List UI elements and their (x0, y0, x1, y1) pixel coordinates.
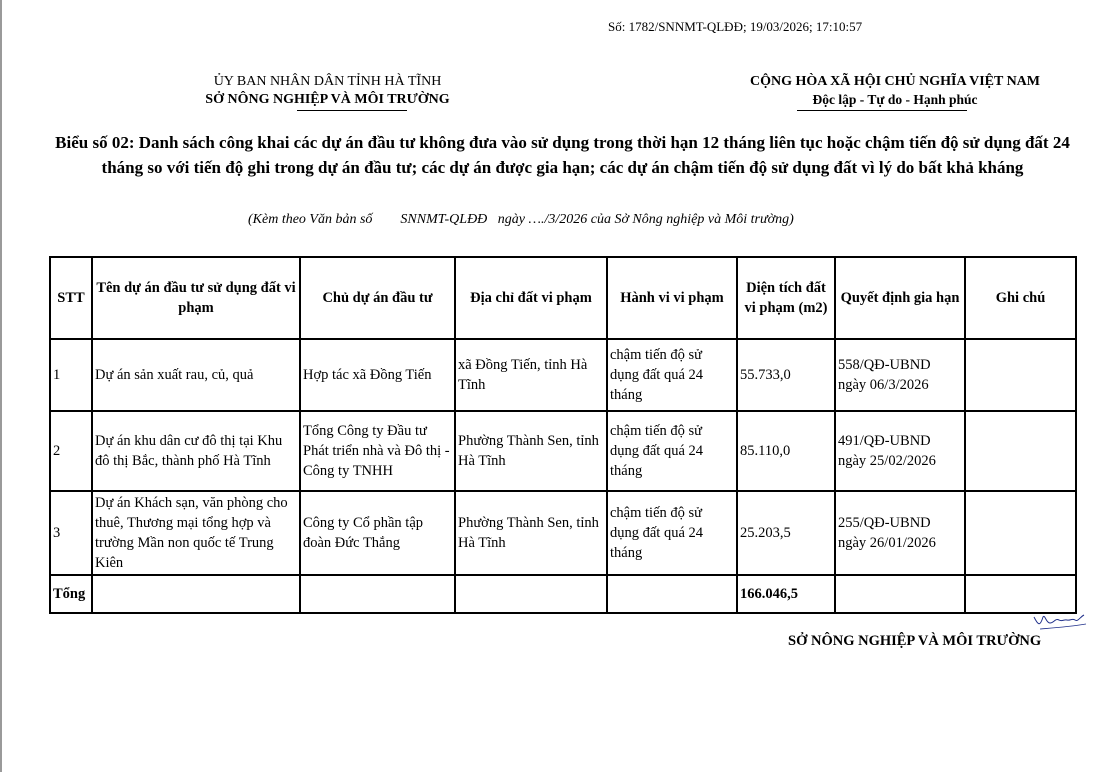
cell-owner: Hợp tác xã Đồng Tiến (300, 339, 455, 411)
document-number: Số: 1782/SNNMT-QLĐĐ; 19/03/2026; 17:10:57 (608, 19, 863, 34)
decision-date: ngày 25/02/2026 (838, 453, 936, 469)
cell-project: Dự án sản xuất rau, củ, quả (92, 339, 300, 411)
document-subtitle: (Kèm theo Văn bản số SNNMT-QLĐĐ ngày …./3/2026 của Sở Nông nghiệp và Môi trường) (248, 212, 794, 227)
header-owner: Chủ dự án đầu tư (300, 257, 455, 339)
decision-number: 558/QĐ-UBND (838, 357, 931, 373)
authority-name: ỦY BAN NHÂN DÂN TỈNH HÀ TĨNH (213, 74, 442, 89)
cell-decision (835, 491, 965, 575)
cell-violation: chậm tiến độ sử dụng đất quá 24 tháng (607, 491, 737, 575)
decision-date: ngày 06/3/2026 (838, 377, 929, 393)
agency-name: SỞ NÔNG NGHIỆP VÀ MÔI TRƯỜNG (205, 92, 450, 107)
table-total-row (50, 575, 1076, 613)
cell-area: 25.203,5 (737, 491, 835, 575)
header-violation: Hành vi vi phạm (607, 257, 737, 339)
projects-table (49, 256, 1077, 614)
header-address: Địa chỉ đất vi phạm (455, 257, 607, 339)
cell-address: Phường Thành Sen, tỉnh Hà Tĩnh (455, 491, 607, 575)
cell-area: 85.110,0 (737, 411, 835, 491)
page-left-border (0, 0, 2, 772)
total-empty-cell (300, 575, 455, 613)
header-project: Tên dự án đầu tư sử dụng đất vi phạm (92, 257, 300, 339)
cell-address: Phường Thành Sen, tỉnh Hà Tĩnh (455, 411, 607, 491)
cell-violation: chậm tiến độ sử dụng đất quá 24 tháng (607, 411, 737, 491)
header-left (185, 73, 470, 109)
total-empty-cell (607, 575, 737, 613)
cell-area: 55.733,0 (737, 339, 835, 411)
cell-stt: 1 (50, 339, 92, 411)
total-label: Tổng (50, 575, 92, 613)
cell-note (965, 411, 1076, 491)
header-stt: STT (50, 257, 92, 339)
agency-underline (297, 110, 407, 111)
cell-owner: Tổng Công ty Đầu tư Phát triển nhà và Đô thị - Công ty TNHH (300, 411, 455, 491)
total-area: 166.046,5 (737, 575, 835, 613)
document-title: Biểu số 02: Danh sách công khai các dự án đầu tư không đưa vào sử dụng trong thời hạn 12 tháng liên tục hoặc chậm tiến độ sử dụng đất 24 tháng so với tiến độ ghi trong dự án đầu tư; các dự án được gia hạn; các dự án chậm tiến độ sử dụng đất vì lý do bất khả kháng (55, 133, 1070, 177)
cell-decision (835, 411, 965, 491)
cell-project: Dự án khu dân cư đô thị tại Khu đô thị Bắc, thành phố Hà Tĩnh (92, 411, 300, 491)
table-row (50, 491, 1076, 575)
header-area: Diện tích đất vi phạm (m2) (737, 257, 835, 339)
decision-number: 491/QĐ-UBND (838, 433, 931, 449)
total-empty-cell (965, 575, 1076, 613)
cell-stt: 3 (50, 491, 92, 575)
table-header-row (50, 257, 1076, 339)
national-motto: Độc lập - Tự do - Hạnh phúc (812, 92, 978, 107)
cell-project: Dự án Khách sạn, văn phòng cho thuê, Thương mại tổng hợp và trường Mần non quốc tế Trung Kiên (92, 491, 300, 575)
cell-owner: Công ty Cổ phần tập đoàn Đức Thắng (300, 491, 455, 575)
total-empty-cell (455, 575, 607, 613)
header-decision: Quyết định gia hạn (835, 257, 965, 339)
nation-name: CỘNG HÒA XÃ HỘI CHỦ NGHĨA VIỆT NAM (749, 74, 1040, 89)
total-empty-cell (92, 575, 300, 613)
header-note: Ghi chú (965, 257, 1076, 339)
cell-decision (835, 339, 965, 411)
cell-stt: 2 (50, 411, 92, 491)
cell-violation: chậm tiến độ sử dụng đất quá 24 tháng (607, 339, 737, 411)
motto-underline (797, 110, 967, 111)
total-empty-cell (835, 575, 965, 613)
table-row (50, 339, 1076, 411)
cell-note (965, 339, 1076, 411)
decision-date: ngày 26/01/2026 (838, 535, 936, 551)
handwritten-signature (1030, 611, 1090, 633)
cell-note (965, 491, 1076, 575)
cell-address: xã Đồng Tiến, tỉnh Hà Tĩnh (455, 339, 607, 411)
decision-number: 255/QĐ-UBND (838, 515, 931, 531)
header-right (735, 73, 1055, 109)
signature-agency: SỞ NÔNG NGHIỆP VÀ MÔI TRƯỜNG (788, 633, 1042, 649)
table-row (50, 411, 1076, 491)
